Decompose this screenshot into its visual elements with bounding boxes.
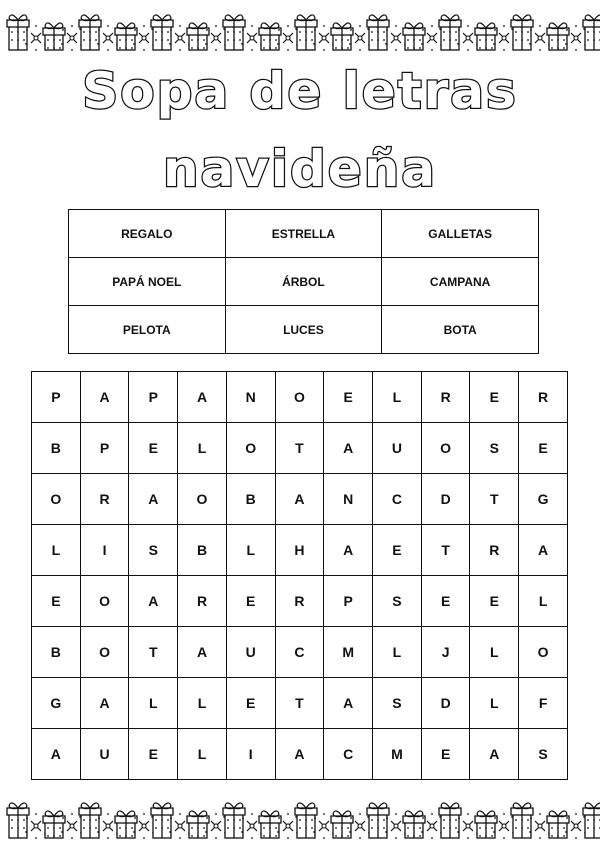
grid-cell: S xyxy=(470,423,519,474)
gift-icon xyxy=(475,23,497,50)
grid-cell: A xyxy=(80,372,129,423)
gift-icon xyxy=(187,811,209,838)
grid-cell: L xyxy=(470,627,519,678)
grid-cell: J xyxy=(421,627,470,678)
grid-cell: E xyxy=(373,525,422,576)
grid-cell: E xyxy=(32,576,81,627)
grid-cell: R xyxy=(178,576,227,627)
word-bank-item: CAMPANA xyxy=(382,258,539,306)
gift-icon xyxy=(475,811,497,838)
grid-cell: O xyxy=(226,423,275,474)
grid-cell: A xyxy=(129,576,178,627)
grid-cell: M xyxy=(324,627,373,678)
gift-icon xyxy=(403,23,425,50)
word-bank-item: PELOTA xyxy=(69,306,226,354)
grid-cell: E xyxy=(470,576,519,627)
gift-icon xyxy=(403,811,425,838)
grid-cell: N xyxy=(226,372,275,423)
grid-cell: B xyxy=(32,423,81,474)
grid-cell: L xyxy=(178,423,227,474)
grid-cell: E xyxy=(519,423,568,474)
grid-row xyxy=(32,372,568,423)
gift-icon xyxy=(259,811,281,838)
gift-icon xyxy=(331,811,353,838)
grid-cell: R xyxy=(275,576,324,627)
grid-cell: T xyxy=(275,423,324,474)
word-bank-row xyxy=(69,210,539,258)
gift-icon xyxy=(547,811,569,838)
grid-cell: C xyxy=(373,474,422,525)
grid-cell: E xyxy=(470,372,519,423)
gift-icon xyxy=(259,23,281,50)
grid-cell: N xyxy=(324,474,373,525)
grid-cell: B xyxy=(32,627,81,678)
grid-cell: S xyxy=(373,576,422,627)
grid-cell: A xyxy=(324,525,373,576)
gift-icon xyxy=(583,803,600,838)
grid-cell: L xyxy=(226,525,275,576)
grid-cell: R xyxy=(421,372,470,423)
grid-cell: U xyxy=(226,627,275,678)
word-bank-item: ESTRELLA xyxy=(225,210,382,258)
word-bank-row xyxy=(69,306,539,354)
grid-cell: G xyxy=(32,678,81,729)
grid-cell: R xyxy=(519,372,568,423)
grid-row xyxy=(32,576,568,627)
grid-cell: D xyxy=(421,678,470,729)
gift-icon xyxy=(115,811,137,838)
word-bank-item: GALLETAS xyxy=(382,210,539,258)
title-line-1: Sopa de letras xyxy=(82,62,518,120)
grid-cell: A xyxy=(275,729,324,780)
grid-cell: B xyxy=(178,525,227,576)
grid-cell: S xyxy=(519,729,568,780)
word-bank-row xyxy=(69,258,539,306)
word-bank-item: PAPÁ NOEL xyxy=(69,258,226,306)
grid-cell: O xyxy=(80,627,129,678)
top-gift-border xyxy=(0,4,600,54)
grid-cell: O xyxy=(32,474,81,525)
gift-icon xyxy=(187,23,209,50)
gift-icon xyxy=(331,23,353,50)
grid-cell: O xyxy=(80,576,129,627)
grid-cell: R xyxy=(470,525,519,576)
grid-cell: E xyxy=(129,423,178,474)
grid-cell: O xyxy=(421,423,470,474)
grid-cell: E xyxy=(226,576,275,627)
grid-cell: P xyxy=(129,372,178,423)
word-bank-item: LUCES xyxy=(225,306,382,354)
gift-icon xyxy=(43,23,65,50)
grid-cell: L xyxy=(519,576,568,627)
grid-cell: O xyxy=(275,372,324,423)
grid-cell: I xyxy=(226,729,275,780)
grid-cell: L xyxy=(470,678,519,729)
grid-cell: A xyxy=(178,372,227,423)
grid-cell: T xyxy=(470,474,519,525)
gift-icon xyxy=(583,15,600,50)
word-bank-item: ÁRBOL xyxy=(225,258,382,306)
grid-cell: C xyxy=(324,729,373,780)
grid-cell: A xyxy=(129,474,178,525)
grid-cell: D xyxy=(421,474,470,525)
grid-cell: H xyxy=(275,525,324,576)
grid-cell: P xyxy=(324,576,373,627)
word-bank-item: BOTA xyxy=(382,306,539,354)
grid-cell: L xyxy=(178,729,227,780)
gift-icon xyxy=(115,23,137,50)
gift-icon xyxy=(547,23,569,50)
grid-cell: T xyxy=(129,627,178,678)
grid-cell: A xyxy=(470,729,519,780)
grid-cell: L xyxy=(373,372,422,423)
grid-cell: P xyxy=(80,423,129,474)
grid-cell: E xyxy=(421,576,470,627)
word-bank xyxy=(68,209,539,354)
grid-cell: C xyxy=(275,627,324,678)
grid-row xyxy=(32,729,568,780)
gift-icon xyxy=(43,811,65,838)
grid-cell: I xyxy=(80,525,129,576)
grid-cell: S xyxy=(373,678,422,729)
grid-row xyxy=(32,423,568,474)
grid-cell: U xyxy=(373,423,422,474)
grid-cell: A xyxy=(324,423,373,474)
grid-cell: L xyxy=(129,678,178,729)
grid-cell: P xyxy=(32,372,81,423)
grid-cell: U xyxy=(80,729,129,780)
grid-row xyxy=(32,627,568,678)
grid-cell: L xyxy=(373,627,422,678)
bottom-gift-border xyxy=(0,792,600,842)
letter-grid xyxy=(31,371,568,780)
grid-cell: A xyxy=(324,678,373,729)
grid-cell: F xyxy=(519,678,568,729)
grid-cell: E xyxy=(421,729,470,780)
grid-cell: E xyxy=(129,729,178,780)
grid-cell: L xyxy=(178,678,227,729)
grid-row xyxy=(32,525,568,576)
grid-cell: M xyxy=(373,729,422,780)
grid-cell: T xyxy=(275,678,324,729)
grid-cell: G xyxy=(519,474,568,525)
grid-cell: E xyxy=(324,372,373,423)
grid-cell: A xyxy=(178,627,227,678)
grid-cell: A xyxy=(80,678,129,729)
title-line-2: navideña xyxy=(162,140,438,198)
grid-cell: B xyxy=(226,474,275,525)
grid-row xyxy=(32,678,568,729)
grid-cell: A xyxy=(519,525,568,576)
grid-cell: A xyxy=(32,729,81,780)
word-bank-item: REGALO xyxy=(69,210,226,258)
grid-cell: A xyxy=(275,474,324,525)
grid-cell: E xyxy=(226,678,275,729)
grid-cell: O xyxy=(178,474,227,525)
grid-cell: R xyxy=(80,474,129,525)
grid-cell: L xyxy=(32,525,81,576)
grid-cell: T xyxy=(421,525,470,576)
grid-cell: O xyxy=(519,627,568,678)
grid-row xyxy=(32,474,568,525)
grid-cell: S xyxy=(129,525,178,576)
